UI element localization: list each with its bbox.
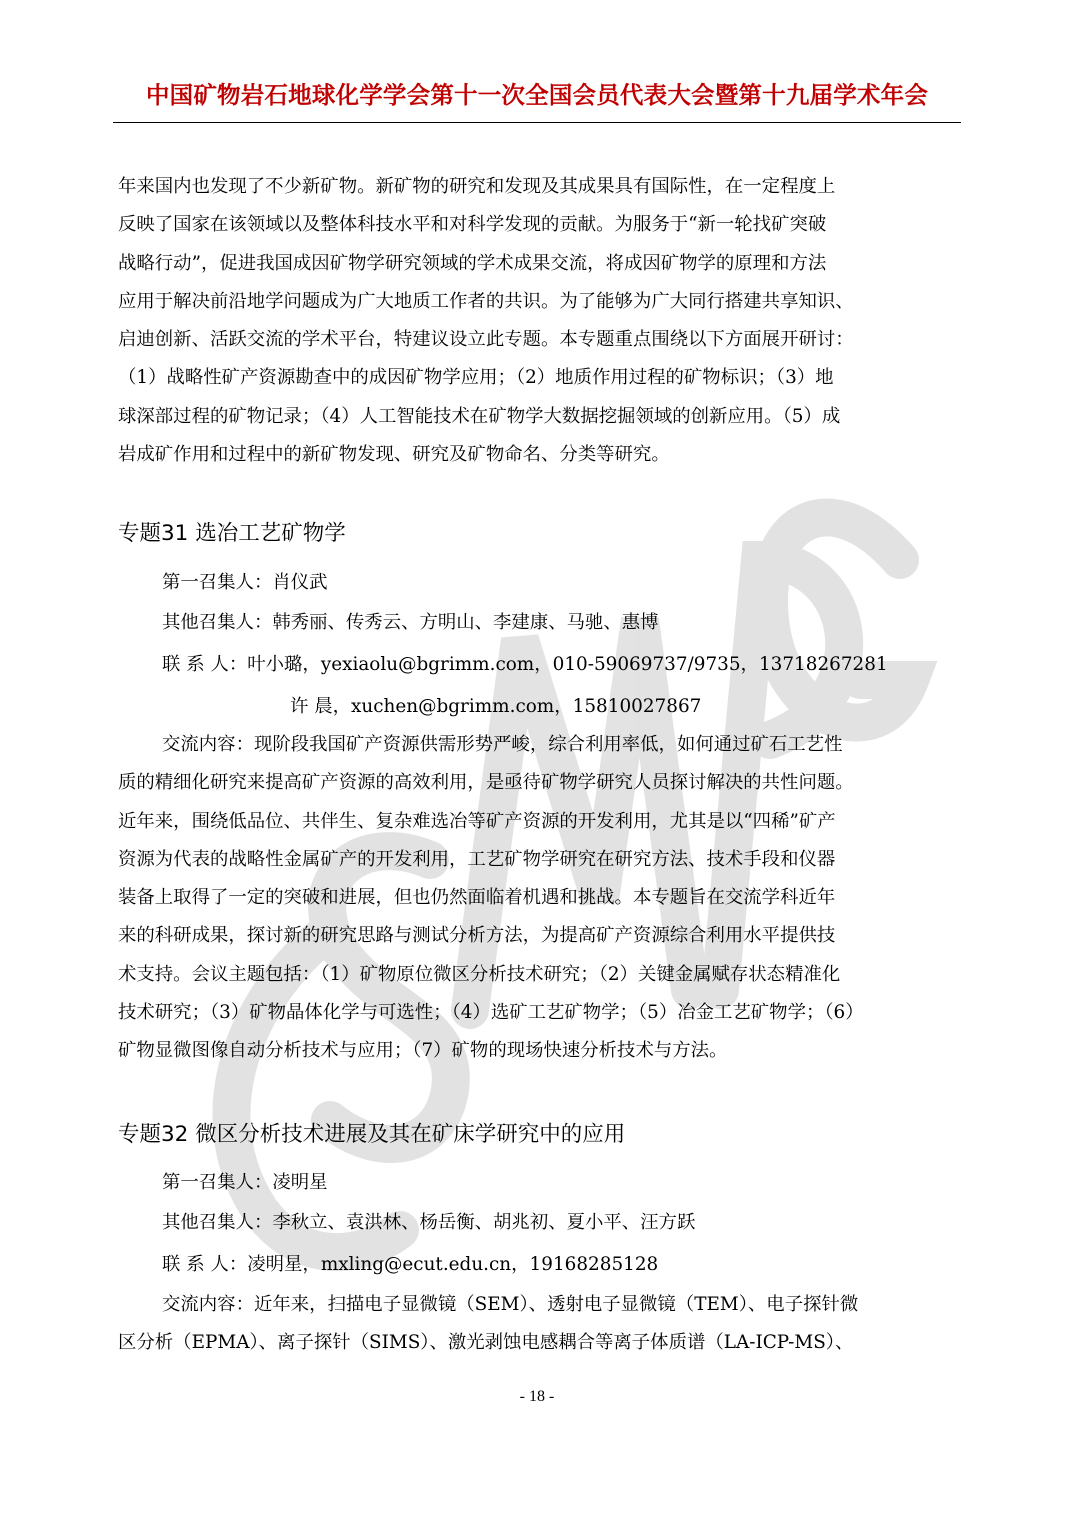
intro-line: 球深部过程的矿物记录；（4）人工智能技术在矿物学大数据挖掘领域的创新应用。（5）成 <box>118 405 841 427</box>
topic31-other-conveners: 其他召集人：韩秀丽、传秀云、方明山、李建康、马驰、惠博 <box>162 612 659 633</box>
content-line: 交流内容：近年来，扫描电子显微镜（SEM）、透射电子显微镜（TEM）、电子探针微 <box>162 1294 859 1315</box>
topic31-title: 专题31 选冶工艺矿物学 <box>118 521 346 546</box>
intro-paragraph <box>118 168 960 474</box>
intro-line: 岩成矿作用和过程中的新矿物发现、研究及矿物命名、分类等研究。 <box>118 444 670 466</box>
content-line: 矿物显微图像自动分析技术与应用；（7）矿物的现场快速分析技术与方法。 <box>118 1040 728 1062</box>
intro-line: 启迪创新、活跃交流的学术平台，特建议设立此专题。本专题重点围绕以下方面展开研讨： <box>118 329 854 351</box>
page-number: - 18 - <box>519 1388 555 1405</box>
intro-line: 反映了国家在该领域以及整体科技水平和对科学发现的贡献。为服务于“新一轮找矿突破 <box>118 214 827 236</box>
content-line: 近年来，围绕低品位、共伴生、复杂难选冶等矿产资源的开发利用，尤其是以“四稀”矿产 <box>118 810 836 832</box>
content-line: 术支持。会议主题包括：（1）矿物原位微区分析技术研究；（2）关键金属赋存状态精准化 <box>118 963 841 985</box>
header-divider <box>113 122 961 123</box>
topic31-first-convener: 第一召集人：肖仪武 <box>162 572 328 593</box>
content-line: 装备上取得了一定的突破和进展，但也仍然面临着机遇和挑战。本专题旨在交流学科近年 <box>118 887 836 909</box>
topic31-contact-secondary: 许 晨，xuchen@bgrimm.com，15810027867 <box>290 696 702 717</box>
intro-line: 战略行动”，促进我国成因矿物学研究领域的学术成果交流，将成因矿物学的原理和方法 <box>118 252 827 274</box>
watermark-letter-g <box>769 517 910 722</box>
intro-line: 年来国内也发现了不少新矿物。新矿物的研究和发现及其成果具有国际性，在一定程度上 <box>118 176 836 197</box>
topic32-title: 专题32 微区分析技术进展及其在矿床学研究中的应用 <box>118 1122 626 1147</box>
topic31-content <box>118 726 960 1071</box>
conference-header: 中国矿物岩石地球化学学会第十一次全国会员代表大会暨第十九届学术年会 <box>145 81 929 109</box>
content-line: 来的科研成果，探讨新的研究思路与测试分析方法，为提高矿产资源综合利用水平提供技 <box>118 925 836 947</box>
topic32-first-convener: 第一召集人：凌明星 <box>162 1172 328 1193</box>
topic31-contact: 联 系 人：叶小璐，yexiaolu@bgrimm.com，010-59069737/9735，13718267281 <box>162 654 888 675</box>
content-line: 技术研究；（3）矿物晶体化学与可选性；（4）选矿工艺矿物学；（5）冶金工艺矿物学；（6） <box>118 1002 864 1024</box>
content-line: 质的精细化研究来提高矿产资源的高效利用，是亟待矿物学研究人员探讨解决的共性问题。 <box>118 772 854 794</box>
topic32-content <box>118 1286 960 1363</box>
topic32-contact: 联 系 人：凌明星，mxling@ecut.edu.cn，19168285128 <box>162 1254 659 1275</box>
intro-line: 应用于解决前沿地学问题成为广大地质工作者的共识。为了能够为广大同行搭建共享知识、 <box>118 290 854 312</box>
content-line: 区分析（EPMA）、离子探针（SIMS）、激光剥蚀电感耦合等离子体质谱（LA-ICP-MS）、 <box>118 1332 854 1354</box>
content-line: 交流内容：现阶段我国矿产资源供需形势严峻，综合利用率低，如何通过矿石工艺性 <box>162 734 843 755</box>
content-line: 资源为代表的战略性金属矿产的开发利用，工艺矿物学研究在研究方法、技术手段和仪器 <box>118 848 836 870</box>
intro-line: （1）战略性矿产资源勘查中的成因矿物学应用；（2）地质作用过程的矿物标识；（3）地 <box>118 367 834 389</box>
topic32-other-conveners: 其他召集人：李秋立、袁洪林、杨岳衡、胡兆初、夏小平、汪方跃 <box>162 1212 696 1233</box>
